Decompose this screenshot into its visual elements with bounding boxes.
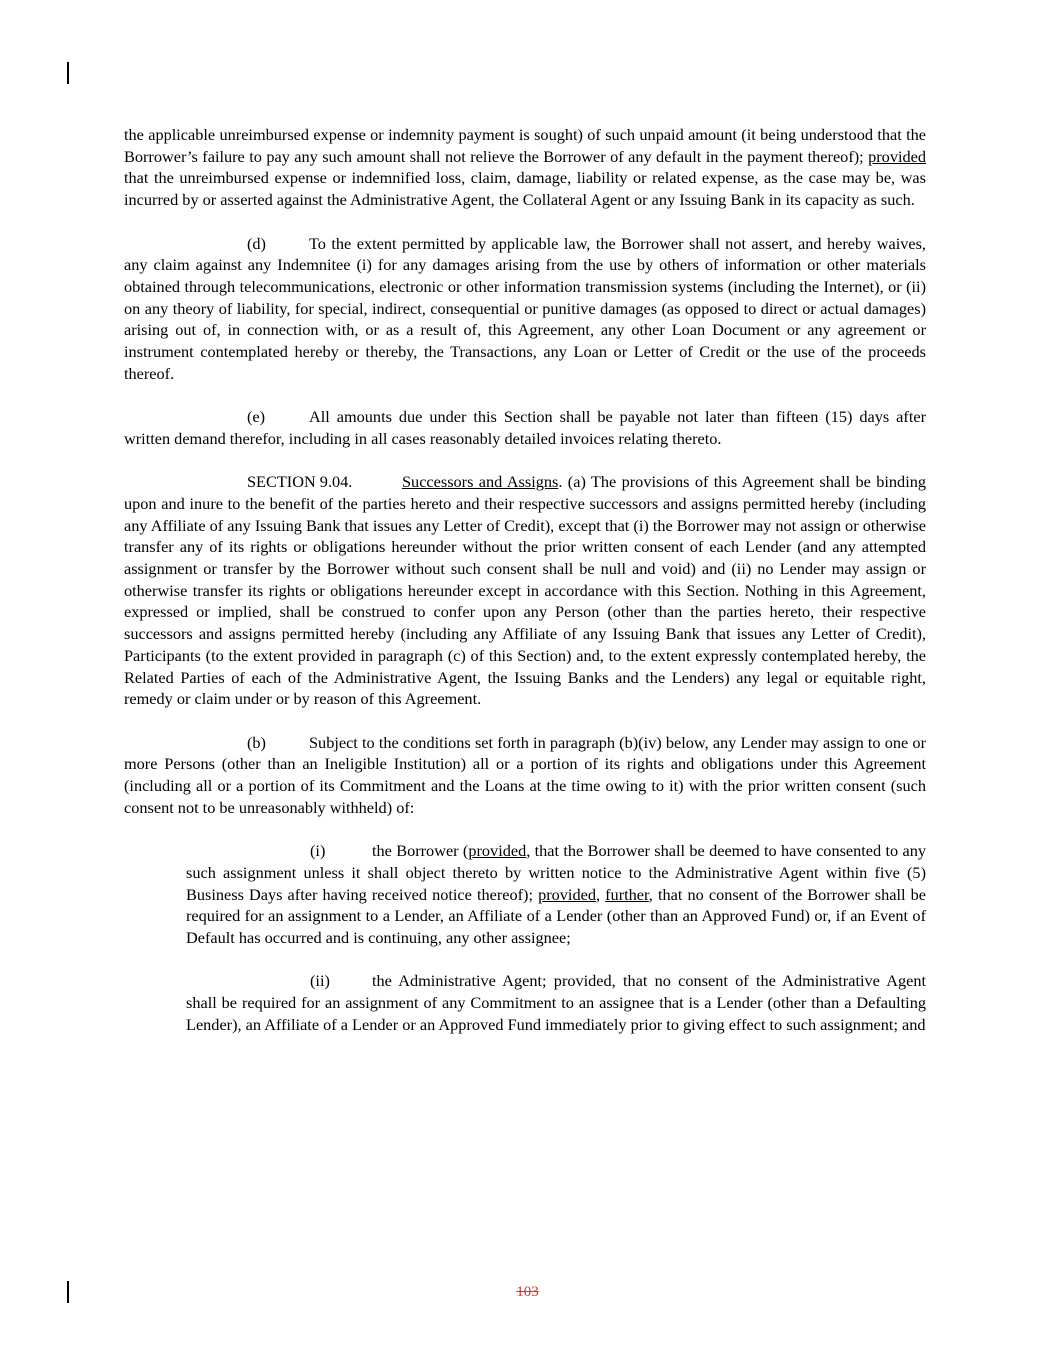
text-run: that the unreimbursed expense or indemnified loss, claim, damage, liability or related expense, as the case may be, was incurred by or asserted against the Administrative Agent, the Collateral Agent or any Issuing Bank in its capacity as such. (124, 168, 926, 210)
text-run: Subject to the conditions set forth in paragraph (b)(iv) below, any Lender may assign to one or more Persons (other than an Ineligible Institution) all or a portion of its rights and obligations under this Agreement (including all or a portion of its Commitment and the Loans at the time owing to it) with the prior written consent (such consent not to be unreasonably withheld) of: (124, 732, 926, 817)
underlined-term: provided (468, 841, 527, 861)
section-number: SECTION 9.04. (247, 472, 353, 492)
clause-i (186, 840, 926, 949)
clause-label: (i) (310, 841, 326, 861)
paragraph-label: (d) (247, 233, 266, 253)
paragraph-label: (b) (247, 732, 266, 752)
document-body (124, 124, 926, 1057)
text-run: All amounts due under this Section shall be payable not later than fifteen (15) days after written demand therefor, including in all cases reasonably detailed invoices relating thereto. (124, 407, 926, 448)
text-run: , that no consent of the Borrower shall be required for an assignment to a Lender, an Affiliate of a Lender (other than an Approved Fund) or, if an Event of Default has occurred and is continuing, any other assignee; (186, 884, 926, 947)
paragraph-label: (e) (247, 407, 266, 427)
section-9-04 (124, 471, 926, 710)
text-run: To the extent permitted by applicable law, the Borrower shall not assert, and hereby waives, any claim against any Indemnitee (i) for any damages arising from the use by others of information or other materials obtained through telecommunications, electronic or other information transmission systems (including the Internet), or (ii) on any theory of liability, for special, indirect, consequential or punitive damages (as opposed to direct or actual damages) arising out of, in connection with, or as a result of, this Agreement, any other Loan Document or any agreement or instrument contemplated hereby or thereby, the Transactions, any Loan or Letter of Credit or the use of the proceeds thereof. (124, 233, 926, 383)
paragraph-d (124, 233, 926, 385)
page-number: 103 (516, 1284, 539, 1300)
paragraph-e (124, 406, 926, 449)
text-run: the applicable unreimbursed expense or indemnity payment is sought) of such unpaid amount (it being understood that the Borrower’s failure to pay any such amount shall not relieve the Borrower of any default in the payment thereof); (124, 125, 926, 166)
section-heading: Successors and Assigns (402, 472, 559, 492)
text-run: the Borrower ( (372, 841, 469, 861)
underlined-term: provided (538, 884, 596, 904)
text-run: . (558, 472, 563, 492)
text-run: (a) The provisions of this Agreement shall be binding upon and inure to the benefit of the parties hereto and their respective successors and assigns permitted hereby (including any Affiliate of any Issuing Bank that issues any Letter of Credit), except that (i) the Borrower may not assign or otherwise transfer any of its rights or obligations hereunder without the prior written consent of each Lender (and any attempted assignment or transfer by the Borrower without such consent shall be null and void) and (ii) no Lender may assign or otherwise transfer its rights or obligations hereunder except in accordance with this Section. Nothing in this Agreement, expressed or implied, shall be construed to confer upon any Person (other than the parties hereto, their respective successors and assigns permitted hereby (including any Affiliate of any Issuing Bank that issues any Letter of Credit), Participants (to the extent provided in paragraph (c) of this Section) and, to the extent expressly contemplated hereby, the Related Parties of each of the Administrative Agent, the Issuing Banks and the Lenders) any legal or equitable right, remedy or claim under or by reason of this Agreement. (124, 472, 927, 709)
underlined-term: provided (868, 146, 926, 166)
paragraph-b (124, 732, 926, 819)
underlined-term: further (605, 884, 649, 904)
clause-ii (186, 970, 926, 1035)
revision-bar-top (67, 62, 69, 84)
paragraph-continuation (124, 124, 926, 211)
text-run: , (595, 884, 606, 904)
text-run: , that the Borrower shall be deemed to have consented to any such assignment unless it shall object thereto by written notice to the Administrative Agent within five (5) Business Days after having received notice thereof); (186, 841, 927, 904)
clause-label: (ii) (310, 971, 330, 991)
text-run: the Administrative Agent; provided, that no consent of the Administrative Agent shall be required for an assignment of any Commitment to an assignee that is a Lender (other than a Defaulting Lender), an Affiliate of a Lender or an Approved Fund immediately prior to giving effect to such assignment; and (186, 971, 926, 1034)
